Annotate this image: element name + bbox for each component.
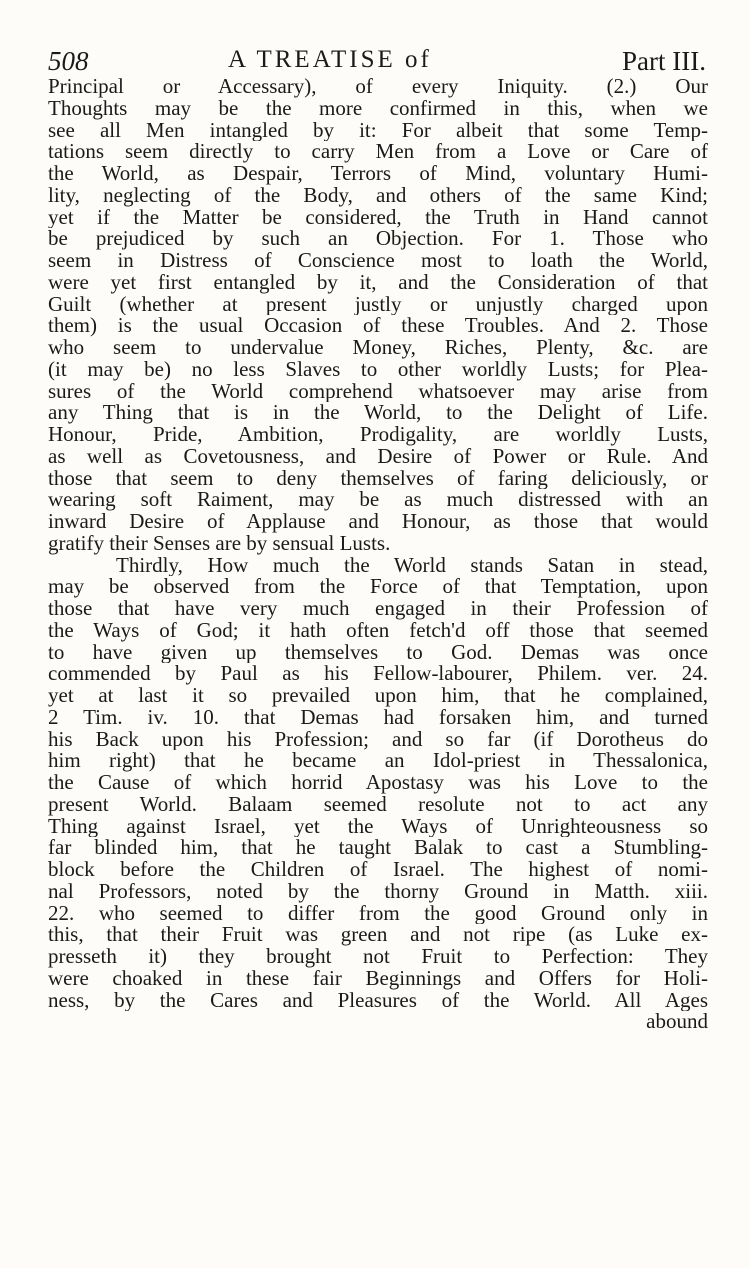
text-line: his Back upon his Profession; and so far (if Dorotheus do <box>48 728 708 751</box>
text-line: Thirdly, How much the World stands Satan in stead, <box>116 554 708 577</box>
text-line: present World. Balaam seemed resolute not to act any <box>48 793 708 816</box>
text-line: any Thing that is in the World, to the Delight of Life. <box>48 402 708 424</box>
text-line: Guilt (whether at present justly or unjustly charged upon <box>48 293 708 316</box>
text-line: block before the Children of Israel. The highest of nomi- <box>48 859 708 881</box>
text-line: Thing against Israel, yet the Ways of Unrighteousness so <box>48 815 708 838</box>
part-label: Part III. <box>622 46 706 76</box>
text-line: 22. who seemed to differ from the good Ground only in <box>48 902 708 925</box>
text-line: far blinded him, that he taught Balak to cast a Stumbling- <box>48 837 708 859</box>
text-line: Thoughts may be the more confirmed in this, when we <box>48 97 708 120</box>
text-line: this, that their Fruit was green and not ripe (as Luke ex- <box>48 924 708 946</box>
text-line: seem in Distress of Conscience most to loath the World, <box>48 250 708 272</box>
text-line: lity, neglecting of the Body, and others of the same Kind; <box>48 184 708 207</box>
text-line: as well as Covetousness, and Desire of Power or Rule. And <box>48 445 708 468</box>
text-line: ness, by the Cares and Pleasures of the World. All Ages <box>48 989 708 1012</box>
text-line: him right) that he became an Idol-priest in Thessalonica, <box>48 750 708 772</box>
running-title: A TREATISE of <box>228 46 432 73</box>
text-line: (it may be) no less Slaves to other worldly Lusts; for Plea- <box>48 358 708 381</box>
text-line: 2 Tim. iv. 10. that Demas had forsaken him, and turned <box>48 706 708 729</box>
text-line: to have given up themselves to God. Demas was once <box>48 641 708 664</box>
text-line: the World, as Despair, Terrors of Mind, voluntary Humi- <box>48 163 708 185</box>
text-line: tations seem directly to carry Men from a Love or Care of <box>48 141 708 163</box>
text-line: yet if the Matter be considered, the Truth in Hand cannot <box>48 206 708 229</box>
text-line: presseth it) they brought not Fruit to Perfection: They <box>48 946 708 968</box>
text-line: abound <box>646 1011 708 1033</box>
text-line: wearing soft Raiment, may be as much distressed with an <box>48 489 708 511</box>
body-text <box>48 76 708 1033</box>
text-line: sures of the World comprehend whatsoever may arise from <box>48 380 708 403</box>
text-line: those that have very much engaged in their Profession of <box>48 598 708 620</box>
text-line: them) is the usual Occasion of these Troubles. And 2. Those <box>48 315 708 337</box>
text-line: were yet first entangled by it, and the Consideration of that <box>48 271 708 294</box>
text-line: see all Men intangled by it: For albeit that some Temp- <box>48 119 708 142</box>
text-line: nal Professors, noted by the thorny Ground in Matth. xiii. <box>48 880 708 903</box>
text-line: inward Desire of Applause and Honour, as those that would <box>48 511 708 533</box>
text-line: the Cause of which horrid Apostasy was his Love to the <box>48 772 708 794</box>
text-line: commended by Paul as his Fellow-labourer, Philem. ver. 24. <box>48 663 708 685</box>
text-line: those that seem to deny themselves of faring deliciously, or <box>48 467 708 490</box>
page-number: 508 <box>48 46 89 76</box>
text-line: gratify their Senses are by sensual Lusts. <box>48 532 391 555</box>
text-line: yet at last it so prevailed upon him, that he complained, <box>48 685 708 707</box>
text-line: may be observed from the Force of that Temptation, upon <box>48 576 708 598</box>
text-line: the Ways of God; it hath often fetch'd off those that seemed <box>48 619 708 642</box>
text-line: were choaked in these fair Beginnings and Offers for Holi- <box>48 967 708 990</box>
text-line: be prejudiced by such an Objection. For 1. Those who <box>48 228 708 250</box>
text-line: Honour, Pride, Ambition, Prodigality, are worldly Lusts, <box>48 424 708 446</box>
text-line: who seem to undervalue Money, Riches, Plenty, &c. are <box>48 337 708 359</box>
text-line: Principal or Accessary), of every Iniquity. (2.) Our <box>48 76 708 98</box>
